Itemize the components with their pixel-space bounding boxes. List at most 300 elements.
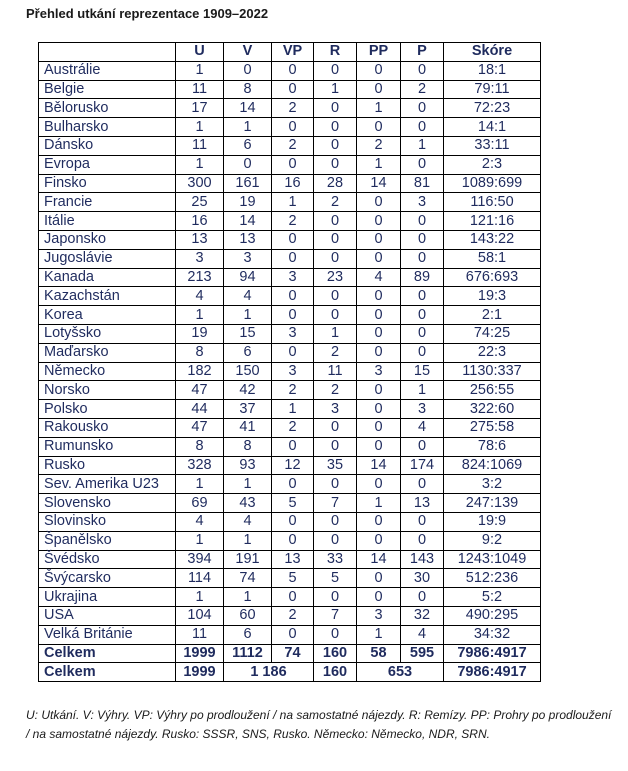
table-cell: 23 (314, 268, 357, 287)
table-cell: 58 (357, 644, 401, 663)
table-cell: 182 (176, 362, 224, 381)
table-cell: 0 (224, 155, 272, 174)
table-row (39, 193, 541, 212)
table-row (39, 494, 541, 513)
table-cell: 824:1069 (444, 456, 541, 475)
table-cell: 161 (224, 174, 272, 193)
table-cell: 2:3 (444, 155, 541, 174)
table-cell: 150 (224, 362, 272, 381)
table-cell: 19 (224, 193, 272, 212)
table-cell: 1999 (176, 644, 224, 663)
table-cell: 0 (357, 80, 401, 99)
table-row (39, 174, 541, 193)
table-cell: 1130:337 (444, 362, 541, 381)
table-cell: 322:60 (444, 400, 541, 419)
table-cell: 9:2 (444, 531, 541, 550)
table-cell: 0 (401, 155, 444, 174)
table-cell: 1999 (176, 663, 224, 682)
table-cell: 1 (314, 324, 357, 343)
table-cell: 0 (357, 324, 401, 343)
table-cell: 256:55 (444, 381, 541, 400)
table-cell: 0 (272, 249, 314, 268)
table-row (39, 343, 541, 362)
table-cell: 512:236 (444, 569, 541, 588)
table-cell: 1 (224, 475, 272, 494)
country-cell: Korea (39, 306, 176, 325)
table-cell: 160 (314, 663, 357, 682)
table-cell: 114 (176, 569, 224, 588)
table-cell: 653 (357, 663, 444, 682)
table-cell: 81 (401, 174, 444, 193)
table-cell: 78:6 (444, 437, 541, 456)
table-cell: 0 (272, 80, 314, 99)
table-cell: 247:139 (444, 494, 541, 513)
country-cell: Velká Británie (39, 625, 176, 644)
column-header: V (224, 43, 272, 62)
table-cell: 0 (224, 61, 272, 80)
table-cell: 0 (272, 512, 314, 531)
table-row (39, 80, 541, 99)
column-header: R (314, 43, 357, 62)
table-cell: 5 (272, 494, 314, 513)
table-cell: 1 (401, 136, 444, 155)
table-cell: 0 (357, 437, 401, 456)
table-cell: 275:58 (444, 418, 541, 437)
results-table (38, 42, 541, 682)
table-cell: 19:9 (444, 512, 541, 531)
country-cell: Bulharsko (39, 118, 176, 137)
table-cell: 8 (224, 437, 272, 456)
table-cell: 0 (272, 230, 314, 249)
table-cell: 13 (224, 230, 272, 249)
table-cell: 191 (224, 550, 272, 569)
table-row (39, 400, 541, 419)
table-cell: 5:2 (444, 588, 541, 607)
table-cell: 30 (401, 569, 444, 588)
table-cell: 0 (357, 381, 401, 400)
table-cell: 0 (401, 287, 444, 306)
table-cell: 74 (224, 569, 272, 588)
table-cell: 0 (272, 625, 314, 644)
table-cell: 41 (224, 418, 272, 437)
table-cell: 0 (314, 418, 357, 437)
table-cell: 13 (176, 230, 224, 249)
table-cell: 14 (357, 174, 401, 193)
table-cell: 121:16 (444, 212, 541, 231)
country-cell: Jugoslávie (39, 249, 176, 268)
table-cell: 6 (224, 625, 272, 644)
column-header: P (401, 43, 444, 62)
country-cell: USA (39, 606, 176, 625)
country-cell: Bělorusko (39, 99, 176, 118)
country-cell: Evropa (39, 155, 176, 174)
table-cell: 3 (176, 249, 224, 268)
table-cell: 47 (176, 381, 224, 400)
table-row (39, 118, 541, 137)
table-cell: 2 (272, 606, 314, 625)
table-cell: 1 (401, 381, 444, 400)
table-cell: 116:50 (444, 193, 541, 212)
table-cell: 4 (176, 287, 224, 306)
table-cell: Celkem (39, 663, 176, 682)
table-cell: 6 (224, 136, 272, 155)
table-row (39, 362, 541, 381)
table-cell: 34:32 (444, 625, 541, 644)
table-cell: 0 (357, 418, 401, 437)
table-cell: 0 (272, 118, 314, 137)
table-cell: 1 (176, 61, 224, 80)
table-cell: 74:25 (444, 324, 541, 343)
table-cell: 0 (401, 61, 444, 80)
table-cell: 43 (224, 494, 272, 513)
table-row (39, 550, 541, 569)
table-cell: 33:11 (444, 136, 541, 155)
country-cell: Polsko (39, 400, 176, 419)
table-cell: 0 (314, 61, 357, 80)
column-header: VP (272, 43, 314, 62)
country-cell: Slovinsko (39, 512, 176, 531)
table-body (39, 61, 541, 644)
country-cell: Francie (39, 193, 176, 212)
table-row (39, 475, 541, 494)
table-cell: 2 (357, 136, 401, 155)
table-cell: 1 (272, 193, 314, 212)
table-cell: 4 (224, 512, 272, 531)
table-cell: 14 (224, 212, 272, 231)
table-row (39, 287, 541, 306)
table-cell: 0 (314, 512, 357, 531)
table-cell: 0 (357, 61, 401, 80)
table-cell: 7986:4917 (444, 663, 541, 682)
country-cell: Lotyšsko (39, 324, 176, 343)
table-cell: 33 (314, 550, 357, 569)
table-cell: 0 (357, 249, 401, 268)
table-cell: 19 (176, 324, 224, 343)
table-cell: 0 (272, 531, 314, 550)
table-cell: 0 (357, 118, 401, 137)
table-cell: 0 (401, 230, 444, 249)
country-cell: Japonsko (39, 230, 176, 249)
table-cell: 2 (272, 381, 314, 400)
table-cell: 32 (401, 606, 444, 625)
table-row (39, 531, 541, 550)
table-cell: 1 (357, 625, 401, 644)
table-cell: 0 (314, 287, 357, 306)
table-cell: 47 (176, 418, 224, 437)
table-cell: 104 (176, 606, 224, 625)
table-cell: 0 (314, 118, 357, 137)
table-cell: 174 (401, 456, 444, 475)
table-cell: 22:3 (444, 343, 541, 362)
table-cell: 0 (272, 306, 314, 325)
table-cell: 1 (224, 306, 272, 325)
table-cell: 1 (224, 118, 272, 137)
table-row (39, 306, 541, 325)
table-cell: 0 (314, 625, 357, 644)
table-cell: 1 (357, 99, 401, 118)
table-cell: 0 (401, 531, 444, 550)
table-cell: 0 (314, 588, 357, 607)
table-cell: 0 (272, 588, 314, 607)
country-cell: Rakousko (39, 418, 176, 437)
table-row (39, 61, 541, 80)
table-cell: 16 (176, 212, 224, 231)
table-cell: 0 (357, 287, 401, 306)
table-cell: 12 (272, 456, 314, 475)
table-row (39, 268, 541, 287)
table-cell: 1243:1049 (444, 550, 541, 569)
table-cell: 1 (176, 118, 224, 137)
table-cell: 72:23 (444, 99, 541, 118)
table-cell: 14 (357, 550, 401, 569)
table-cell: 42 (224, 381, 272, 400)
total-row (39, 644, 541, 663)
country-cell: Itálie (39, 212, 176, 231)
country-cell: Slovensko (39, 494, 176, 513)
table-cell: 0 (401, 99, 444, 118)
country-cell: Austrálie (39, 61, 176, 80)
table-cell: 0 (314, 531, 357, 550)
table-row (39, 437, 541, 456)
table-cell: 0 (314, 212, 357, 231)
table-row (39, 381, 541, 400)
table-cell: 37 (224, 400, 272, 419)
table-cell: 0 (401, 588, 444, 607)
table-cell: 13 (401, 494, 444, 513)
table-cell: 0 (401, 343, 444, 362)
table-cell: 0 (357, 569, 401, 588)
table-cell: 14 (224, 99, 272, 118)
country-cell: Maďarsko (39, 343, 176, 362)
table-header-row (39, 43, 541, 62)
table-row (39, 625, 541, 644)
table-cell: 1 (314, 80, 357, 99)
country-cell: Rumunsko (39, 437, 176, 456)
table-cell: 6 (224, 343, 272, 362)
table-cell: 0 (357, 475, 401, 494)
table-cell: 2 (272, 212, 314, 231)
table-cell: 4 (224, 287, 272, 306)
table-cell: 0 (272, 287, 314, 306)
table-cell: 2:1 (444, 306, 541, 325)
table-cell: 1 (272, 400, 314, 419)
table-cell: 44 (176, 400, 224, 419)
country-cell: Norsko (39, 381, 176, 400)
table-cell: 328 (176, 456, 224, 475)
table-cell: 4 (401, 418, 444, 437)
table-row (39, 212, 541, 231)
table-cell: 1 (224, 531, 272, 550)
table-cell: 0 (357, 306, 401, 325)
country-cell: Švýcarsko (39, 569, 176, 588)
column-header: PP (357, 43, 401, 62)
column-header: U (176, 43, 224, 62)
table-cell: 4 (401, 625, 444, 644)
table-cell: 4 (357, 268, 401, 287)
table-cell: 5 (314, 569, 357, 588)
table-row (39, 456, 541, 475)
page-title: Přehled utkání reprezentace 1909–2022 (26, 6, 269, 21)
table-cell: 0 (357, 212, 401, 231)
table-cell: 58:1 (444, 249, 541, 268)
table-cell: 2 (314, 381, 357, 400)
table-cell: 89 (401, 268, 444, 287)
table-cell: 0 (272, 155, 314, 174)
table-cell: 1 (176, 475, 224, 494)
table-cell: 0 (314, 249, 357, 268)
table-cell: 74 (272, 644, 314, 663)
table-cell: 1 (176, 155, 224, 174)
table-cell: 0 (272, 61, 314, 80)
table-cell: 0 (401, 249, 444, 268)
table-cell: 11 (176, 625, 224, 644)
table-cell: 5 (272, 569, 314, 588)
table-cell: 28 (314, 174, 357, 193)
table-cell: 0 (401, 212, 444, 231)
table-cell: 11 (314, 362, 357, 381)
table-row (39, 569, 541, 588)
table-cell: 7 (314, 494, 357, 513)
table-cell: 3:2 (444, 475, 541, 494)
table-cell: 0 (272, 343, 314, 362)
table-cell: 3 (272, 324, 314, 343)
country-cell: Rusko (39, 456, 176, 475)
column-header: Skóre (444, 43, 541, 62)
table-cell: 0 (401, 512, 444, 531)
table-cell: 2 (272, 418, 314, 437)
table-cell: 0 (314, 99, 357, 118)
table-row (39, 418, 541, 437)
footnote: U: Utkání. V: Výhry. VP: Výhry po prodloužení / na samostatné nájezdy. R: Remízy. PP: Prohry po prodloužení / na samostatné nájezdy. Rusko: SSSR, SNS, Rusko. Německo: Německo, NDR, SRN. (26, 708, 612, 741)
table-cell: 60 (224, 606, 272, 625)
table-cell: 8 (176, 343, 224, 362)
table-row (39, 324, 541, 343)
table-cell: 2 (272, 99, 314, 118)
table-cell: 93 (224, 456, 272, 475)
table-cell: 2 (314, 343, 357, 362)
country-cell: Sev. Amerika U23 (39, 475, 176, 494)
table-row (39, 230, 541, 249)
table-cell: 1112 (224, 644, 272, 663)
table-cell: 14 (357, 456, 401, 475)
table-cell: 3 (314, 400, 357, 419)
table-cell: 4 (176, 512, 224, 531)
table-cell: 1 (224, 588, 272, 607)
country-cell: Belgie (39, 80, 176, 99)
table-cell: 17 (176, 99, 224, 118)
table-cell: 1 (176, 531, 224, 550)
table-cell: 676:693 (444, 268, 541, 287)
table-cell: 490:295 (444, 606, 541, 625)
table-cell: 0 (357, 400, 401, 419)
table-cell: 1 (176, 306, 224, 325)
country-cell: Německo (39, 362, 176, 381)
table-cell: 0 (357, 343, 401, 362)
table-cell: 0 (357, 230, 401, 249)
table-cell: 1089:699 (444, 174, 541, 193)
table-cell: 2 (314, 193, 357, 212)
table-cell: 69 (176, 494, 224, 513)
table-cell: 3 (401, 400, 444, 419)
summary-total-row (39, 663, 541, 682)
table-cell: 2 (401, 80, 444, 99)
table-cell: 595 (401, 644, 444, 663)
table-cell: 0 (314, 475, 357, 494)
table-cell: 394 (176, 550, 224, 569)
table-cell: 35 (314, 456, 357, 475)
table-cell: 1 (357, 494, 401, 513)
table-cell: 1 (357, 155, 401, 174)
table-cell: 1 (176, 588, 224, 607)
table-cell: 3 (357, 606, 401, 625)
table-cell: 143 (401, 550, 444, 569)
country-cell: Ukrajina (39, 588, 176, 607)
table-cell: 0 (272, 475, 314, 494)
table-cell: 0 (401, 118, 444, 137)
table-row (39, 588, 541, 607)
table-cell: 3 (224, 249, 272, 268)
table-cell: 79:11 (444, 80, 541, 99)
table-cell: 18:1 (444, 61, 541, 80)
table-cell: 14:1 (444, 118, 541, 137)
country-cell: Kazachstán (39, 287, 176, 306)
table-row (39, 136, 541, 155)
table-cell: 160 (314, 644, 357, 663)
table-cell: 3 (272, 362, 314, 381)
country-cell: Španělsko (39, 531, 176, 550)
column-header (39, 43, 176, 62)
table-cell: 15 (401, 362, 444, 381)
table-cell: 0 (401, 475, 444, 494)
table-cell: 0 (357, 193, 401, 212)
table-cell: 3 (357, 362, 401, 381)
table-cell: 8 (224, 80, 272, 99)
table-cell: 19:3 (444, 287, 541, 306)
table-cell: 0 (314, 155, 357, 174)
table-cell: 0 (314, 230, 357, 249)
table-cell: 13 (272, 550, 314, 569)
table-row (39, 512, 541, 531)
table-cell: 0 (357, 588, 401, 607)
table-cell: 8 (176, 437, 224, 456)
table-cell: 3 (272, 268, 314, 287)
country-cell: Dánsko (39, 136, 176, 155)
table-cell: 94 (224, 268, 272, 287)
table-cell: 300 (176, 174, 224, 193)
table-cell: 0 (357, 531, 401, 550)
table-cell: 1 186 (224, 663, 314, 682)
table-cell: 11 (176, 136, 224, 155)
table-cell: 143:22 (444, 230, 541, 249)
table-row (39, 249, 541, 268)
table-cell: 16 (272, 174, 314, 193)
table-row (39, 99, 541, 118)
table-cell: 3 (401, 193, 444, 212)
table-cell: Celkem (39, 644, 176, 663)
table-cell: 7986:4917 (444, 644, 541, 663)
table-cell: 0 (272, 437, 314, 456)
table-cell: 15 (224, 324, 272, 343)
country-cell: Švédsko (39, 550, 176, 569)
table-cell: 0 (314, 437, 357, 456)
table-cell: 0 (357, 512, 401, 531)
table-cell: 0 (401, 324, 444, 343)
table-cell: 11 (176, 80, 224, 99)
table-cell: 7 (314, 606, 357, 625)
table-row (39, 155, 541, 174)
table-cell: 0 (314, 136, 357, 155)
table-cell: 0 (401, 306, 444, 325)
